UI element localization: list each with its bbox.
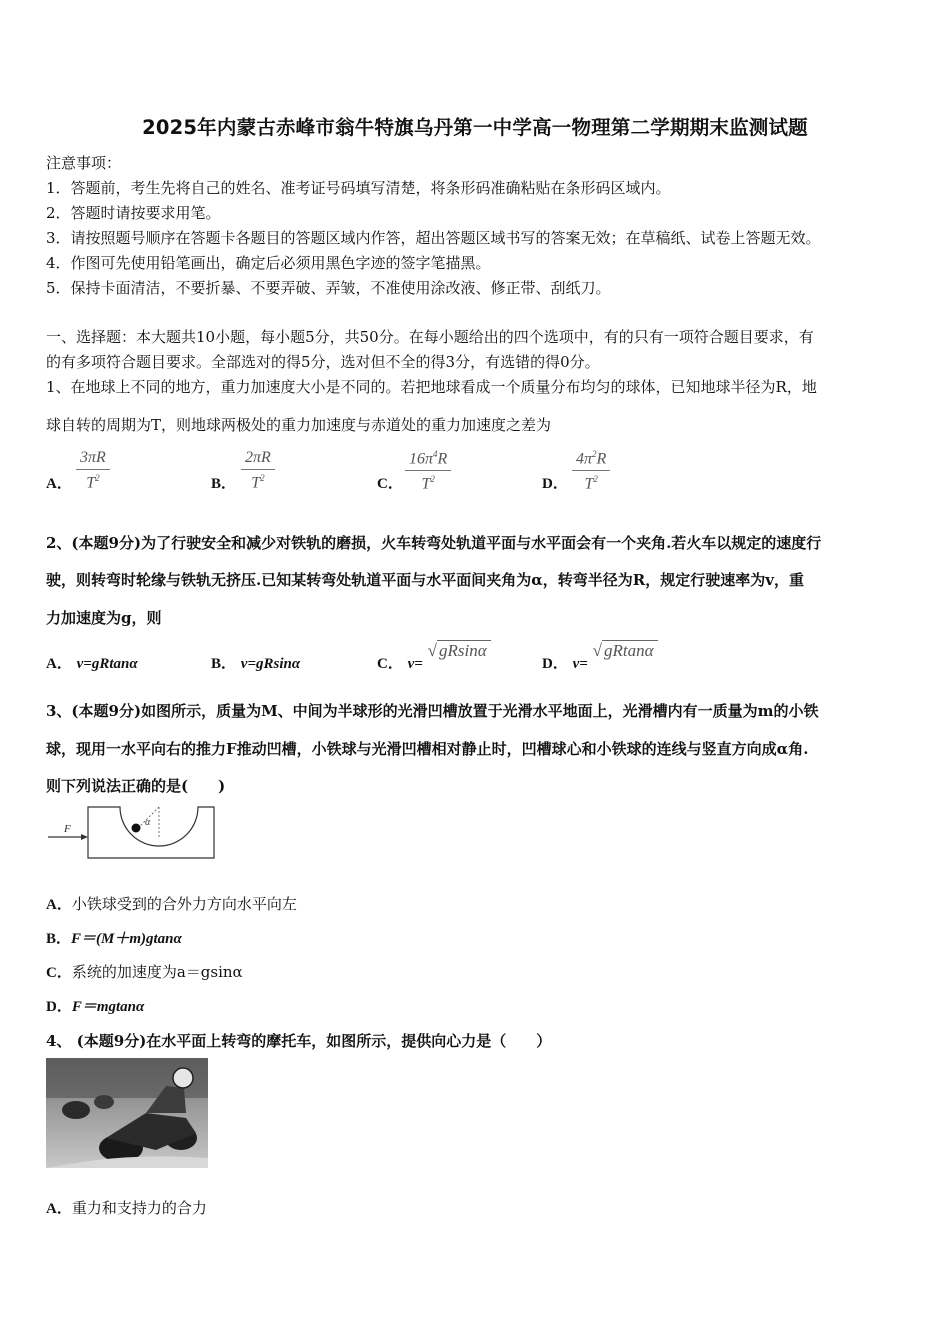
q1-option-a-formula: $\frac{3\pi R}{T^2}$ xyxy=(76,450,110,491)
question-3-text: 球，现用一水平向右的推力F推动凹槽，小铁球与光滑凹槽相对静止时，凹槽球心和小铁球的连线与竖直方向成α角. xyxy=(46,740,809,758)
question-3-text: 则下列说法正确的是( ) xyxy=(46,777,226,795)
q3-option-c[interactable]: C．系统的加速度为a＝gsinα xyxy=(46,963,243,981)
notice-item: 1．答题前，考生先将自己的姓名、准考证号码填写清楚，将条形码准确粘贴在条形码区域内。 xyxy=(46,179,671,197)
q3-option-d[interactable]: D．F＝mgtanα xyxy=(46,999,145,1015)
notice-item: 4．作图可先使用铅笔画出，确定后必须用黑色字迹的签字笔描黑。 xyxy=(46,254,491,272)
background-rider xyxy=(94,1095,114,1109)
q1-option-d[interactable]: D． $\frac{4\pi^2R}{T^2}$ xyxy=(542,450,568,471)
angle-label: α xyxy=(145,817,151,828)
q3-option-b[interactable]: B．F＝(M＋m)gtanα xyxy=(46,931,182,947)
sqrt-formula: √ gRtanα xyxy=(593,640,658,661)
question-4-text: 4、 (本题9分)在水平面上转弯的摩托车，如图所示，提供向心力是（ ） xyxy=(46,1032,552,1050)
question-1-text: 1、在地球上不同的地方，重力加速度大小是不同的。若把地球看成一个质量分布均匀的球体，已知地球半径为R，地 xyxy=(46,378,817,396)
notice-heading: 注意事项： xyxy=(46,154,122,172)
notice-item: 5．保持卡面清洁，不要折暴、不要弄破、弄皱，不准使用涂改液、修正带、刮纸刀。 xyxy=(46,279,611,297)
question-1-text: 球自转的周期为T，则地球两极处的重力加速度与赤道处的重力加速度之差为 xyxy=(46,416,552,434)
page-title: 2025年内蒙古赤峰市翁牛特旗乌丹第一中学高一物理第二学期期末监测试题 xyxy=(142,116,808,139)
q3-option-a[interactable]: A．小铁球受到的合外力方向水平向左 xyxy=(46,895,297,913)
q1-option-a[interactable]: A． $\frac{3\pi R}{T^2}$ xyxy=(46,450,72,471)
q2-option-d[interactable]: D． v= √ gRtanα xyxy=(542,640,658,661)
q1-option-c-formula: $\frac{16\pi^4R}{T^2}$ xyxy=(405,450,451,493)
background-rider xyxy=(62,1101,90,1119)
iron-ball xyxy=(132,824,141,833)
q1-option-b-formula: $\frac{2\pi R}{T^2}$ xyxy=(241,450,275,491)
motorcycle-photo xyxy=(46,1058,208,1168)
q2-option-a[interactable]: A． v=gRtanα xyxy=(46,656,138,672)
question-2-text: 驶，则转弯时轮缘与铁轨无挤压.已知某转弯处轨道平面与水平面间夹角为α，转弯半径为R，规定行驶速率为v，重 xyxy=(46,571,804,589)
q2-option-b[interactable]: B． v=gRsinα xyxy=(211,656,301,672)
rider-helmet xyxy=(173,1068,193,1088)
q4-option-a[interactable]: A．重力和支持力的合力 xyxy=(46,1199,207,1217)
question-3-text: 3、(本题9分)如图所示，质量为M、中间为半球形的光滑凹槽放置于光滑水平地面上，光滑槽内有一质量为m的小铁 xyxy=(46,702,819,720)
sqrt-formula: √ gRsinα xyxy=(428,640,491,661)
q1-option-c[interactable]: C． $\frac{16\pi^4R}{T^2}$ xyxy=(377,450,403,471)
notice-item: 2．答题时请按要求用笔。 xyxy=(46,204,221,222)
q1-option-d-formula: $\frac{4\pi^2R}{T^2}$ xyxy=(572,450,610,493)
groove-diagram xyxy=(46,800,218,862)
q2-option-c[interactable]: C． v= √ gRsinα xyxy=(377,640,491,661)
q1-option-b[interactable]: B． $\frac{2\pi R}{T^2}$ xyxy=(211,450,236,471)
force-arrow-head xyxy=(81,834,88,840)
force-label: F xyxy=(64,823,71,835)
section-heading-line: 的有多项符合题目要求。全部选对的得5分，选对但不全的得3分，有选错的得0分。 xyxy=(46,353,600,371)
notice-item: 3．请按照题号顺序在答题卡各题目的答题区域内作答，超出答题区域书写的答案无效；在草稿纸、试卷上答题无效。 xyxy=(46,229,821,247)
section-heading-line: 一、选择题：本大题共10小题，每小题5分，共50分。在每小题给出的四个选项中，有的只有一项符合题目要求，有 xyxy=(46,328,814,346)
question-2-text: 力加速度为g，则 xyxy=(46,609,162,627)
groove-outline xyxy=(88,807,214,858)
question-2-text: 2、(本题9分)为了行驶安全和减少对铁轨的磨损，火车转弯处轨道平面与水平面会有一个夹角.若火车以规定的速度行 xyxy=(46,534,822,552)
